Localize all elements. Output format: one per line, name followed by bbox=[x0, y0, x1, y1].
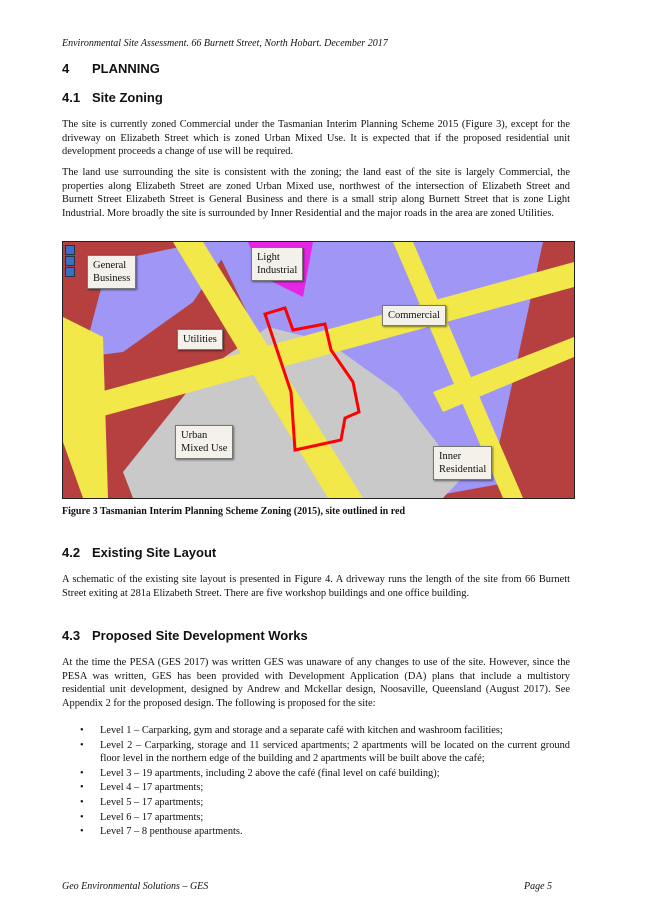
label-urban-mixed-use: Urban Mixed Use bbox=[175, 425, 233, 459]
section-number: 4.3 bbox=[62, 628, 81, 643]
label-light-industrial: Light Industrial bbox=[251, 247, 303, 281]
label-general-business: General Business bbox=[87, 255, 136, 289]
section-title: Proposed Site Development Works bbox=[92, 628, 308, 643]
running-header: Environmental Site Assessment. 66 Burnett Street, North Hobart. December 2017 bbox=[62, 38, 388, 49]
section-title: PLANNING bbox=[92, 61, 160, 76]
map-zoom-controls[interactable] bbox=[64, 244, 74, 278]
list-item: • Level 5 – 17 apartments; bbox=[80, 796, 204, 808]
level-list bbox=[62, 724, 570, 840]
list-item: • Level 2 – Carparking, storage and 11 serviced apartments; 2 apartments will be located on the current ground floor level in the northern edge of the building and 2 apartments will be built above the café; bbox=[80, 739, 570, 765]
section-title: Existing Site Layout bbox=[92, 545, 217, 560]
paragraph-land-use: The land use surrounding the site is consistent with the zoning; the land east of the site is largely Commercial, the properties along Elizabeth Street are zoned Urban Mixed use, northwest of the intersection of Elizabeth Street and Burnett Street Elizabeth Street is General Business and there is a small strip along Burnett Street that is zone Light Industrial. More broadly the site is surrounded by Inner Residential and the major roads in the area are zoned Utilities. bbox=[62, 167, 570, 219]
page-number: Page 5 bbox=[524, 881, 553, 892]
list-item: • Level 3 – 19 apartments, including 2 above the café (final level on café building); bbox=[80, 767, 440, 779]
zoning-map bbox=[62, 241, 575, 499]
zoning-map-graphic bbox=[63, 242, 574, 498]
paragraph-existing-layout: A schematic of the existing site layout is presented in Figure 4. A driveway runs the length of the site from 66 Burnett Street exiting at 281a Elizabeth Street. There are five workshop buildings and one office building. bbox=[62, 574, 570, 599]
section-number: 4.1 bbox=[62, 90, 81, 105]
section-heading-proposed-works bbox=[62, 628, 308, 643]
section-number: 4 bbox=[62, 61, 70, 76]
section-number: 4.2 bbox=[62, 545, 81, 560]
list-item: • Level 6 – 17 apartments; bbox=[80, 811, 204, 823]
paragraph-proposed-works: At the time the PESA (GES 2017) was written GES was unaware of any changes to use of the site. However, since the PESA was written, GES has been provided with Development Application (DA) plans that include a multistory residential unit development, designed by Andrew and Mckellar design, Noosaville, Queensland (August 2017). See Appendix 2 for the proposed design. The following is proposed for the site: bbox=[62, 657, 570, 709]
list-item: • Level 7 – 8 penthouse apartments. bbox=[80, 826, 243, 838]
label-commercial: Commercial bbox=[382, 305, 446, 326]
footer-company: Geo Environmental Solutions – GES bbox=[62, 881, 209, 892]
section-heading-planning bbox=[62, 61, 160, 76]
section-heading-site-zoning bbox=[62, 90, 163, 105]
list-item: • Level 4 – 17 apartments; bbox=[80, 782, 204, 794]
section-title: Site Zoning bbox=[92, 90, 163, 105]
label-inner-residential: Inner Residential bbox=[433, 446, 492, 480]
label-utilities: Utilities bbox=[177, 329, 223, 350]
figure-caption: Figure 3 Tasmanian Interim Planning Scheme Zoning (2015), site outlined in red bbox=[62, 506, 406, 517]
section-heading-existing-layout bbox=[62, 545, 216, 560]
paragraph-zoning-intro: The site is currently zoned Commercial under the Tasmanian Interim Planning Scheme 2015 (Figure 3), except for the driveway on Elizabeth Street which is zoned Urban Mixed Use. It is expected that if the proposed residential unit development proceeds a change of use will be required. bbox=[62, 119, 570, 158]
list-item: • Level 1 – Carparking, gym and storage and a separate café with kitchen and washroom facilities; bbox=[80, 725, 503, 736]
